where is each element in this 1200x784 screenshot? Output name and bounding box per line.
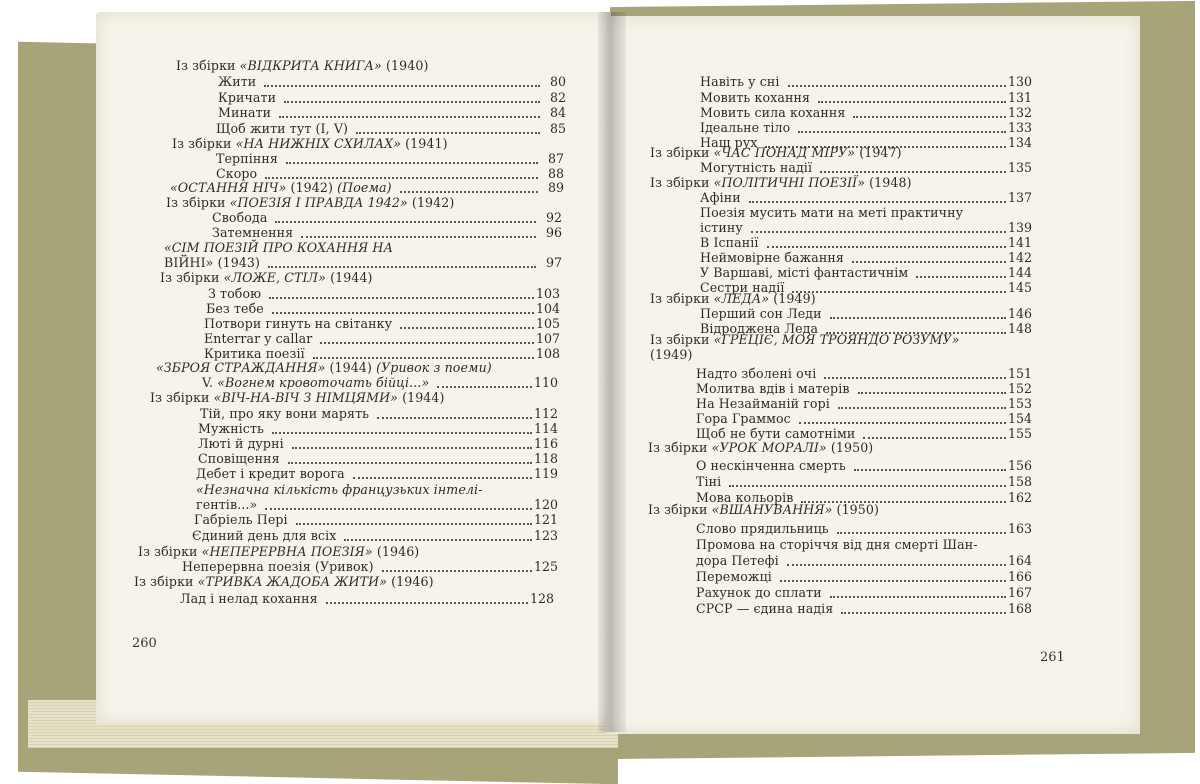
toc-entry-title: Мовить кохання (700, 90, 810, 105)
toc-entry-title: Неперервна поезія (Уривок) (182, 559, 374, 574)
toc-entry-title: Без тебе (206, 301, 264, 316)
toc-entry-page-number: 128 (529, 591, 554, 606)
toc-entry-page-number: 162 (1007, 490, 1032, 505)
toc-entry-title: дора Петефі (696, 553, 779, 568)
toc-entry-title: «ЗБРОЯ СТРАЖДАННЯ» (1944) (Уривок з поеми) (156, 360, 492, 375)
toc-entry-page-number: 110 (533, 375, 558, 390)
toc-leader-dots (916, 274, 1006, 278)
toc-entry-title: Із збірки «ВІЧ-НА-ВІЧ З НІМЦЯМИ» (1944) (150, 390, 445, 405)
toc-entry-page-number: 163 (1007, 521, 1032, 536)
toc-entry-title: Тіні (696, 474, 722, 489)
toc-entry-page-number: 123 (533, 528, 558, 543)
toc-entry-title: Критика поезії (204, 346, 305, 361)
toc-entry-page-number: 155 (1007, 426, 1032, 441)
toc-leader-dots (377, 415, 532, 419)
toc-entry-title: Неймовірне бажання (700, 250, 844, 265)
toc-entry-page-number: 105 (535, 316, 560, 331)
toc-entry-page-number: 148 (1007, 321, 1032, 336)
toc-leader-dots (788, 83, 1006, 87)
toc-leader-dots (292, 445, 532, 449)
toc-leader-dots (400, 325, 534, 329)
toc-entry-page-number: 87 (547, 151, 564, 166)
toc-entry-title: «СІМ ПОЕЗІЙ ПРО КОХАННЯ НА (164, 240, 394, 255)
toc-entry-title: Сестри надії (700, 280, 785, 295)
toc-leader-dots (853, 114, 1006, 118)
toc-leader-dots (841, 610, 1006, 614)
toc-entry-title: На Незайманій горі (696, 396, 830, 411)
toc-entry-page-number: 154 (1007, 411, 1032, 426)
toc-entry-title: Могутність надії (700, 160, 813, 175)
toc-entry-title: Надто зболені очі (696, 366, 817, 381)
toc-entry-title: Із збірки «ЧАС ПОНАД МІРУ» (1947) (650, 145, 902, 160)
toc-entry-page-number: 112 (533, 406, 558, 421)
toc-entry-title: Відроджена Леда (700, 321, 819, 336)
toc-entry-title: Із збірки «ВІДКРИТА КНИГА» (1940) (176, 58, 429, 73)
toc-entry-page-number: 104 (535, 301, 560, 316)
toc-leader-dots (830, 594, 1006, 598)
toc-leader-dots (830, 315, 1006, 319)
toc-entry-title: Сповіщення (198, 451, 280, 466)
toc-leader-dots (863, 435, 1006, 439)
toc-entry-title: ВІЙНІ» (1943) (164, 255, 261, 270)
toc-leader-dots (818, 99, 1006, 103)
toc-leader-dots (268, 264, 536, 268)
toc-entry-title: Із збірки «ЛОЖЕ, СТІЛ» (1944) (160, 270, 373, 285)
toc-leader-dots (729, 483, 1006, 487)
toc-entry-title: Із збірки «ЛЕДА» (1949) (650, 291, 816, 306)
toc-entry-title: Гора Граммос (696, 411, 791, 426)
toc-entry-title: Поезія мусить мати на меті практичну (700, 205, 964, 220)
toc-entry-title: Минати (218, 105, 272, 120)
toc-leader-dots (382, 568, 532, 572)
toc-entry-page-number: 120 (533, 497, 558, 512)
toc-entry-title: Терпіння (216, 151, 278, 166)
toc-leader-dots (320, 340, 534, 344)
toc-entry-title: СРСР — єдина надія (696, 601, 834, 616)
toc-leader-dots (400, 189, 538, 193)
toc-entry-title: В Іспанії (700, 235, 759, 250)
toc-entry-title: Лад і нелад кохання (180, 591, 318, 606)
toc-leader-dots (837, 530, 1006, 534)
toc-leader-dots (344, 537, 532, 541)
toc-entry-page-number: 145 (1007, 280, 1032, 295)
toc-entry-page-number: 164 (1007, 553, 1032, 568)
toc-entry-page-number: 156 (1007, 458, 1032, 473)
toc-entry-page-number: 85 (549, 121, 566, 136)
book-gutter (598, 12, 626, 732)
toc-entry-title: Щоб жити тут (I, V) (216, 121, 349, 136)
toc-leader-dots (824, 375, 1006, 379)
toc-entry-page-number: 142 (1007, 250, 1032, 265)
toc-entry-title: (1949) (650, 347, 693, 362)
toc-leader-dots (799, 420, 1006, 424)
toc-entry-page-number: 116 (533, 436, 558, 451)
toc-leader-dots (301, 234, 536, 238)
toc-entry-title: Мова кольорів (696, 490, 794, 505)
toc-entry-page-number: 119 (533, 466, 558, 481)
toc-entry-title: Дебет і кредит ворога (196, 466, 345, 481)
toc-entry-page-number: 131 (1007, 90, 1032, 105)
toc-entry-page-number: 141 (1007, 235, 1032, 250)
toc-entry-title: З тобою (208, 286, 262, 301)
toc-entry-page-number: 137 (1007, 190, 1032, 205)
toc-leader-dots (852, 259, 1006, 263)
toc-entry-page-number: 135 (1007, 160, 1032, 175)
toc-leader-dots (326, 600, 528, 604)
toc-entry-page-number: 88 (547, 166, 564, 181)
toc-entry-title: Габріель Пері (194, 512, 288, 527)
toc-entry-title: О нескінченна смерть (696, 458, 846, 473)
toc-leader-dots (265, 506, 532, 510)
toc-leader-dots (272, 310, 534, 314)
toc-entry-page-number: 168 (1007, 601, 1032, 616)
toc-leader-dots (838, 405, 1006, 409)
toc-entry-title: Молитва вдів і матерів (696, 381, 850, 396)
toc-entry-page-number: 151 (1007, 366, 1032, 381)
toc-leader-dots (767, 244, 1006, 248)
toc-entry-page-number: 146 (1007, 306, 1032, 321)
toc-leader-dots (275, 219, 536, 223)
toc-entry-title: гентів...» (196, 497, 258, 512)
toc-entry-title: істину (700, 220, 743, 235)
toc-entry-page-number: 139 (1007, 220, 1032, 235)
toc-entry-title: Промова на сторіччя від дня смерті Шан- (696, 537, 978, 552)
toc-leader-dots (780, 578, 1006, 582)
toc-entry-title: Із збірки «НЕПЕРЕРВНА ПОЕЗІЯ» (1946) (138, 544, 420, 559)
toc-leader-dots (356, 130, 540, 134)
toc-entry-title: Переможці (696, 569, 772, 584)
toc-entry-page-number: 80 (549, 74, 566, 89)
toc-entry-title: Enterrar y callar (204, 331, 313, 346)
toc-entry-page-number: 158 (1007, 474, 1032, 489)
toc-leader-dots (286, 160, 538, 164)
toc-entry-title: «Незначна кількість французьких інтелі- (196, 482, 483, 497)
toc-entry-title: Із збірки «ПОЛІТИЧНІ ПОЕЗІЇ» (1948) (650, 175, 912, 190)
toc-entry-title: Люті й дурні (198, 436, 284, 451)
toc-entry-page-number: 121 (533, 512, 558, 527)
toc-leader-dots (858, 390, 1006, 394)
toc-entry-page-number: 134 (1007, 135, 1032, 150)
toc-entry-title: Із збірки «НА НИЖНІХ СХИЛАХ» (1941) (172, 136, 448, 151)
toc-leader-dots (272, 430, 532, 434)
toc-entry-title: Щоб не бути самотніми (696, 426, 856, 441)
toc-leader-dots (749, 199, 1006, 203)
toc-entry-title: Мужність (198, 421, 264, 436)
toc-leader-dots (820, 169, 1006, 173)
toc-entry-page-number: 107 (535, 331, 560, 346)
toc-entry-title: У Варшаві, місті фантастичнім (700, 265, 909, 280)
toc-entry-page-number: 92 (545, 210, 562, 225)
toc-entry-page-number: 130 (1007, 74, 1032, 89)
toc-entry-title: «ОСТАННЯ НІЧ» (1942) (Поема) (170, 180, 392, 195)
toc-entry-title: Свобода (212, 210, 268, 225)
toc-entry-title: Із збірки «ПОЕЗІЯ І ПРАВДА 1942» (1942) (166, 195, 455, 210)
toc-entry-title: Ідеальне тіло (700, 120, 791, 135)
toc-entry-page-number: 167 (1007, 585, 1032, 600)
toc-entry-title: Кричати (218, 90, 277, 105)
toc-entry-page-number: 144 (1007, 265, 1032, 280)
toc-entry-title: Навіть у сні (700, 74, 780, 89)
toc-entry-title: Афіни (700, 190, 741, 205)
toc-entry-title: Потвори гинуть на світанку (204, 316, 393, 331)
toc-leader-dots (265, 175, 538, 179)
toc-leader-dots (751, 229, 1006, 233)
toc-entry-page-number: 84 (549, 105, 566, 120)
toc-leader-dots (792, 289, 1006, 293)
toc-entry-page-number: 118 (533, 451, 558, 466)
toc-leader-dots (269, 295, 534, 299)
toc-entry-title: Із збірки «ТРИВКА ЖАДОБА ЖИТИ» (1946) (134, 574, 434, 589)
toc-entry-title: Рахунок до сплати (696, 585, 822, 600)
toc-leader-dots (313, 355, 534, 359)
toc-entry-page-number: 133 (1007, 120, 1032, 135)
toc-entry-title: Мовить сила кохання (700, 105, 846, 120)
toc-leader-dots (279, 114, 540, 118)
toc-entry-page-number: 132 (1007, 105, 1032, 120)
toc-entry-title: Затемнення (212, 225, 294, 240)
toc-entry-title: Перший сон Леди (700, 306, 822, 321)
toc-entry-title: Слово прядильниць (696, 521, 829, 536)
toc-leader-dots (437, 384, 532, 388)
toc-entry-page-number: 166 (1007, 569, 1032, 584)
toc-entry-page-number: 96 (545, 225, 562, 240)
toc-entry-page-number: 153 (1007, 396, 1032, 411)
toc-entry-title: Із збірки «УРОК МОРАЛІ» (1950) (648, 440, 874, 455)
toc-entry-title: Скоро (216, 166, 258, 181)
toc-entry-page-number: 125 (533, 559, 558, 574)
toc-entry-page-number: 152 (1007, 381, 1032, 396)
toc-leader-dots (264, 83, 540, 87)
toc-leader-dots (284, 99, 540, 103)
toc-leader-dots (798, 129, 1006, 133)
toc-entry-title: Із збірки «ВШАНУВАННЯ» (1950) (648, 502, 880, 517)
toc-entry-page-number: 103 (535, 286, 560, 301)
left-page-number: 260 (132, 636, 157, 651)
toc-entry-title: Із збірки «ГРЕЦІЄ, МОЯ ТРОЯНДО РОЗУМУ» (650, 332, 960, 347)
right-page-number: 261 (1040, 650, 1065, 665)
toc-entry-page-number: 97 (545, 255, 562, 270)
toc-leader-dots (854, 467, 1006, 471)
toc-entry-title: Жити (218, 74, 257, 89)
toc-entry-page-number: 82 (549, 90, 566, 105)
toc-entry-title: Тій, про яку вони марять (200, 406, 370, 421)
toc-entry-title: Єдиний день для всіх (192, 528, 337, 543)
toc-entry-page-number: 114 (533, 421, 558, 436)
toc-leader-dots (288, 460, 532, 464)
toc-leader-dots (296, 521, 532, 525)
toc-entry-page-number: 89 (547, 180, 564, 195)
toc-entry-title: Наш рух (700, 135, 758, 150)
toc-entry-title: V. «Вогнем кровоточать бійці...» (202, 375, 430, 390)
toc-leader-dots (353, 475, 532, 479)
toc-entry-page-number: 108 (535, 346, 560, 361)
toc-leader-dots (787, 562, 1006, 566)
